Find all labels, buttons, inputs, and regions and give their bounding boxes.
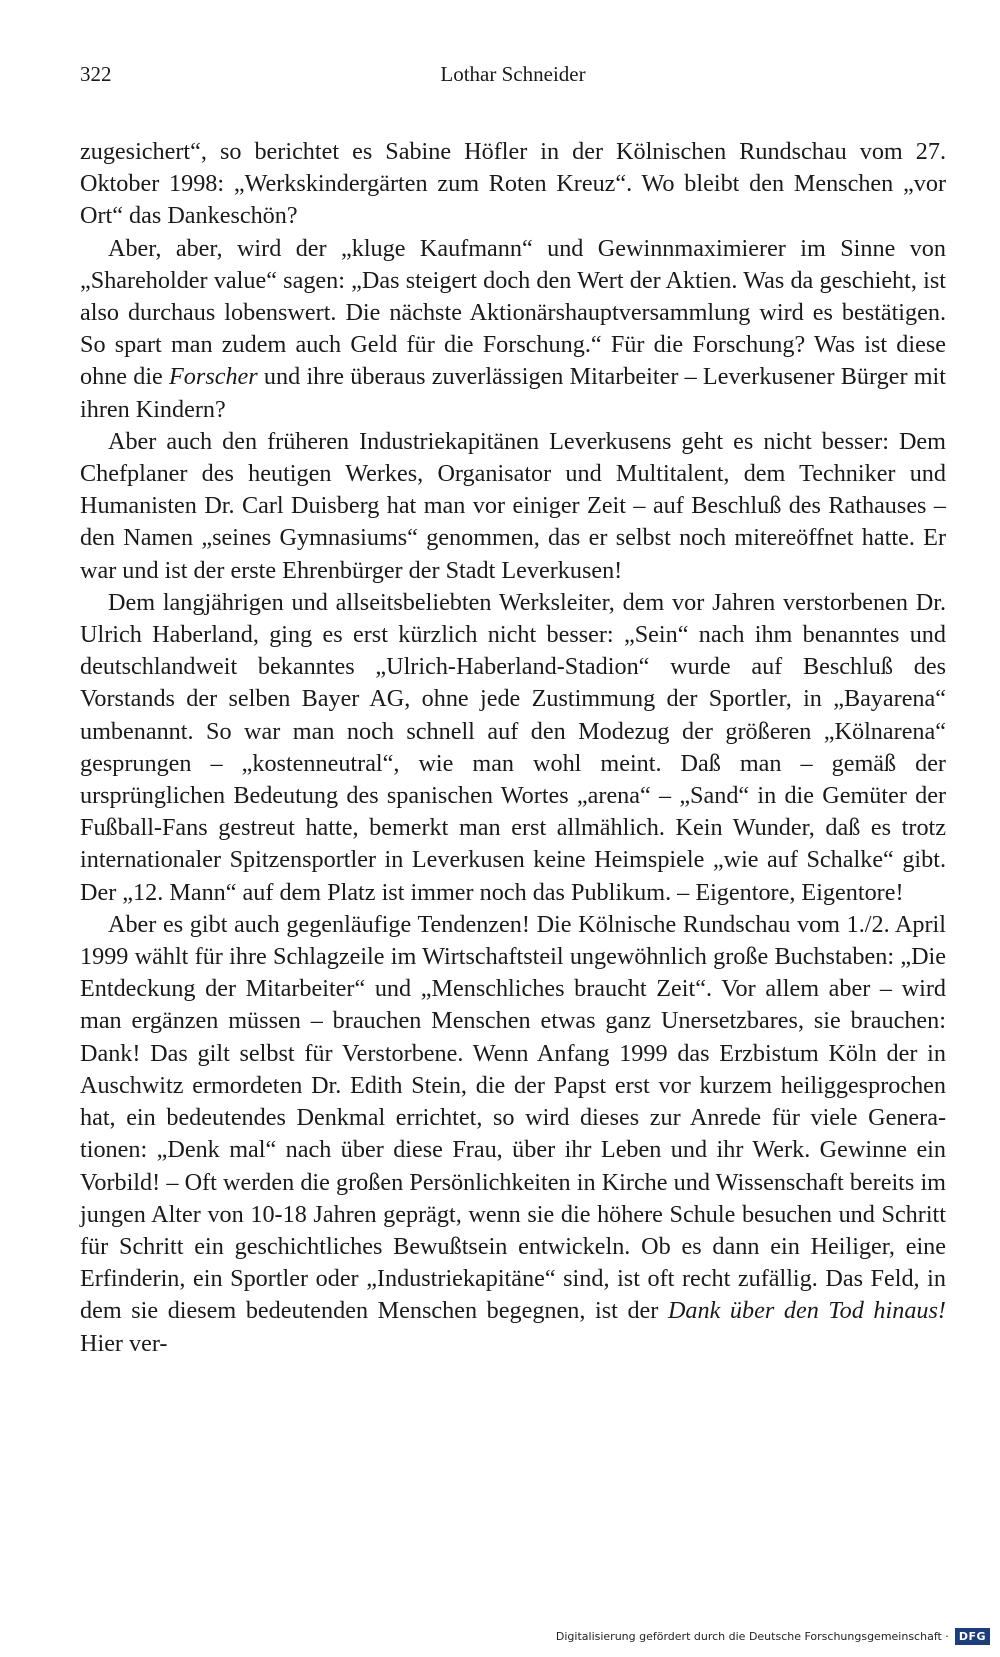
paragraph-2-end: und ihre überaus zuverlässigen Mitarbeiter – Leverkusener Bürger mit ihren Kindern? (80, 363, 946, 423)
paragraph-5 (80, 909, 946, 1360)
page-header (80, 58, 946, 92)
digitization-footer (556, 1625, 990, 1647)
paragraph-2-text: Aber, aber, wird der „kluge Kaufmann“ und Gewinnmaximierer im Sinne von „Shareholder value“ sagen: „Das steigert doch den Wert der Aktien. Was da geschieht, ist also durchaus lobenswert. Die nächste Aktionärshauptversammlung wird es bestätigen. So spart man zudem auch Geld für die Forschung.“ Für die Forschung? Was ist diese ohne die (80, 234, 946, 391)
running-title: Lothar Schneider (440, 62, 586, 86)
dfg-logo: DFG (955, 1628, 990, 1645)
paragraph-5-text: Aber es gibt auch gegenläufige Tendenzen! Die Kölnische Rundschau vom 1./2. April 1999 wählt für ihre Schlagzeile im Wirtschaftsteil ungewöhnlich große Buchstaben: „Die Entdeckung der Mitarbeiter“ und „Menschliches braucht Zeit“. Vor allem aber – wird man ergänzen müssen – brauchen Menschen etwas ganz Unersetzbares, sie brauchen: Dank! Das gilt selbst für Verstorbene. Wenn Anfang 1999 das Erzbistum Köln der in Auschwitz ermordeten Dr. Edith Stein, die der Papst erst vor kurzem heiliggesprochen hat, ein bedeutendes Denkmal errichtet, so wird dieses zur Anrede für viele Generationen: „Denk mal“ nach über diese Frau, über ihr Leben und ihr Werk. Gewinne ein Vorbild! – Oft werden die großen Persönlichkeiten in Kirche und Wissenschaft bereits im jungen Alter von 10-18 Jahren geprägt, wenn sie die höhere Schule besuchen und Schritt für Schritt ein geschichtliches Bewußtsein entwickeln. Ob es dann ein Heiliger, eine Erfinderin, ein Sportler oder „Industriekapitäne“ sind, ist oft recht zufällig. Das Feld, in dem sie diesem bedeutenden Menschen begegnen, ist der (80, 910, 946, 1325)
paragraph-2-emphasis: Forscher (169, 363, 258, 391)
paragraph-5-end: Hier ver- (80, 1329, 168, 1357)
body-text (80, 136, 946, 1360)
paragraph-1: zugesichert“, so berichtet es Sabine Höfler in der Kölnischen Rundschau vom 27. Oktober 1998: „Werkskindergärten zum Roten Kreuz“. Wo bleibt den Menschen „vor Ort“ das Dankeschön? (80, 138, 946, 230)
paragraph-5-emphasis: Dank über den Tod hinaus! (667, 1297, 946, 1325)
paragraph-4: Dem langjährigen und allseitsbeliebten Werksleiter, dem vor Jahren verstorbenen Dr. Ulrich Haberland, ging es erst kürzlich nicht besser: „Sein“ nach ihm benanntes und deutschlandweit bekanntes „Ulrich-Haberland-Stadion“ wurde auf Beschluß des Vorstands der selben Bayer AG, ohne jede Zustimmung der Sportler, in „Bayarena“ umbenannt. So war man noch schnell auf den Modezug der größeren „Kölnarena“ gesprungen – „kostenneutral“, wie man wohl meint. Daß man – gemäß der ursprünglichen Bedeutung des spanischen Wortes „arena“ – „Sand“ in die Gemüter der Fußball-Fans gestreut hatte, bemerkt man erst allmählich. Kein Wunder, daß es trotz internationaler Spitzensportler in Leverkusen keine Heimspiele „wie auf Schalke“ gibt. Der „12. Mann“ auf dem Platz ist immer noch das Publikum. – Eigentore, Eigentore! (80, 588, 946, 906)
paragraph-3: Aber auch den früheren Industriekapitänen Leverkusens geht es nicht besser: Dem Chefplaner des heutigen Werkes, Organisator und Multitalent, dem Techniker und Humanisten Dr. Carl Duisberg hat man vor einiger Zeit – auf Beschluß des Rathauses – den Namen „seines Gymnasiums“ genommen, das er selbst noch mitereöffnet hatte. Er war und ist der erste Ehrenbürger der Stadt Leverkusen! (80, 427, 946, 584)
footer-credit: Digitalisierung gefördert durch die Deutsche Forschungsgemeinschaft · (555, 1629, 949, 1643)
paragraph-2 (80, 233, 946, 426)
page-number: 322 (80, 62, 112, 86)
